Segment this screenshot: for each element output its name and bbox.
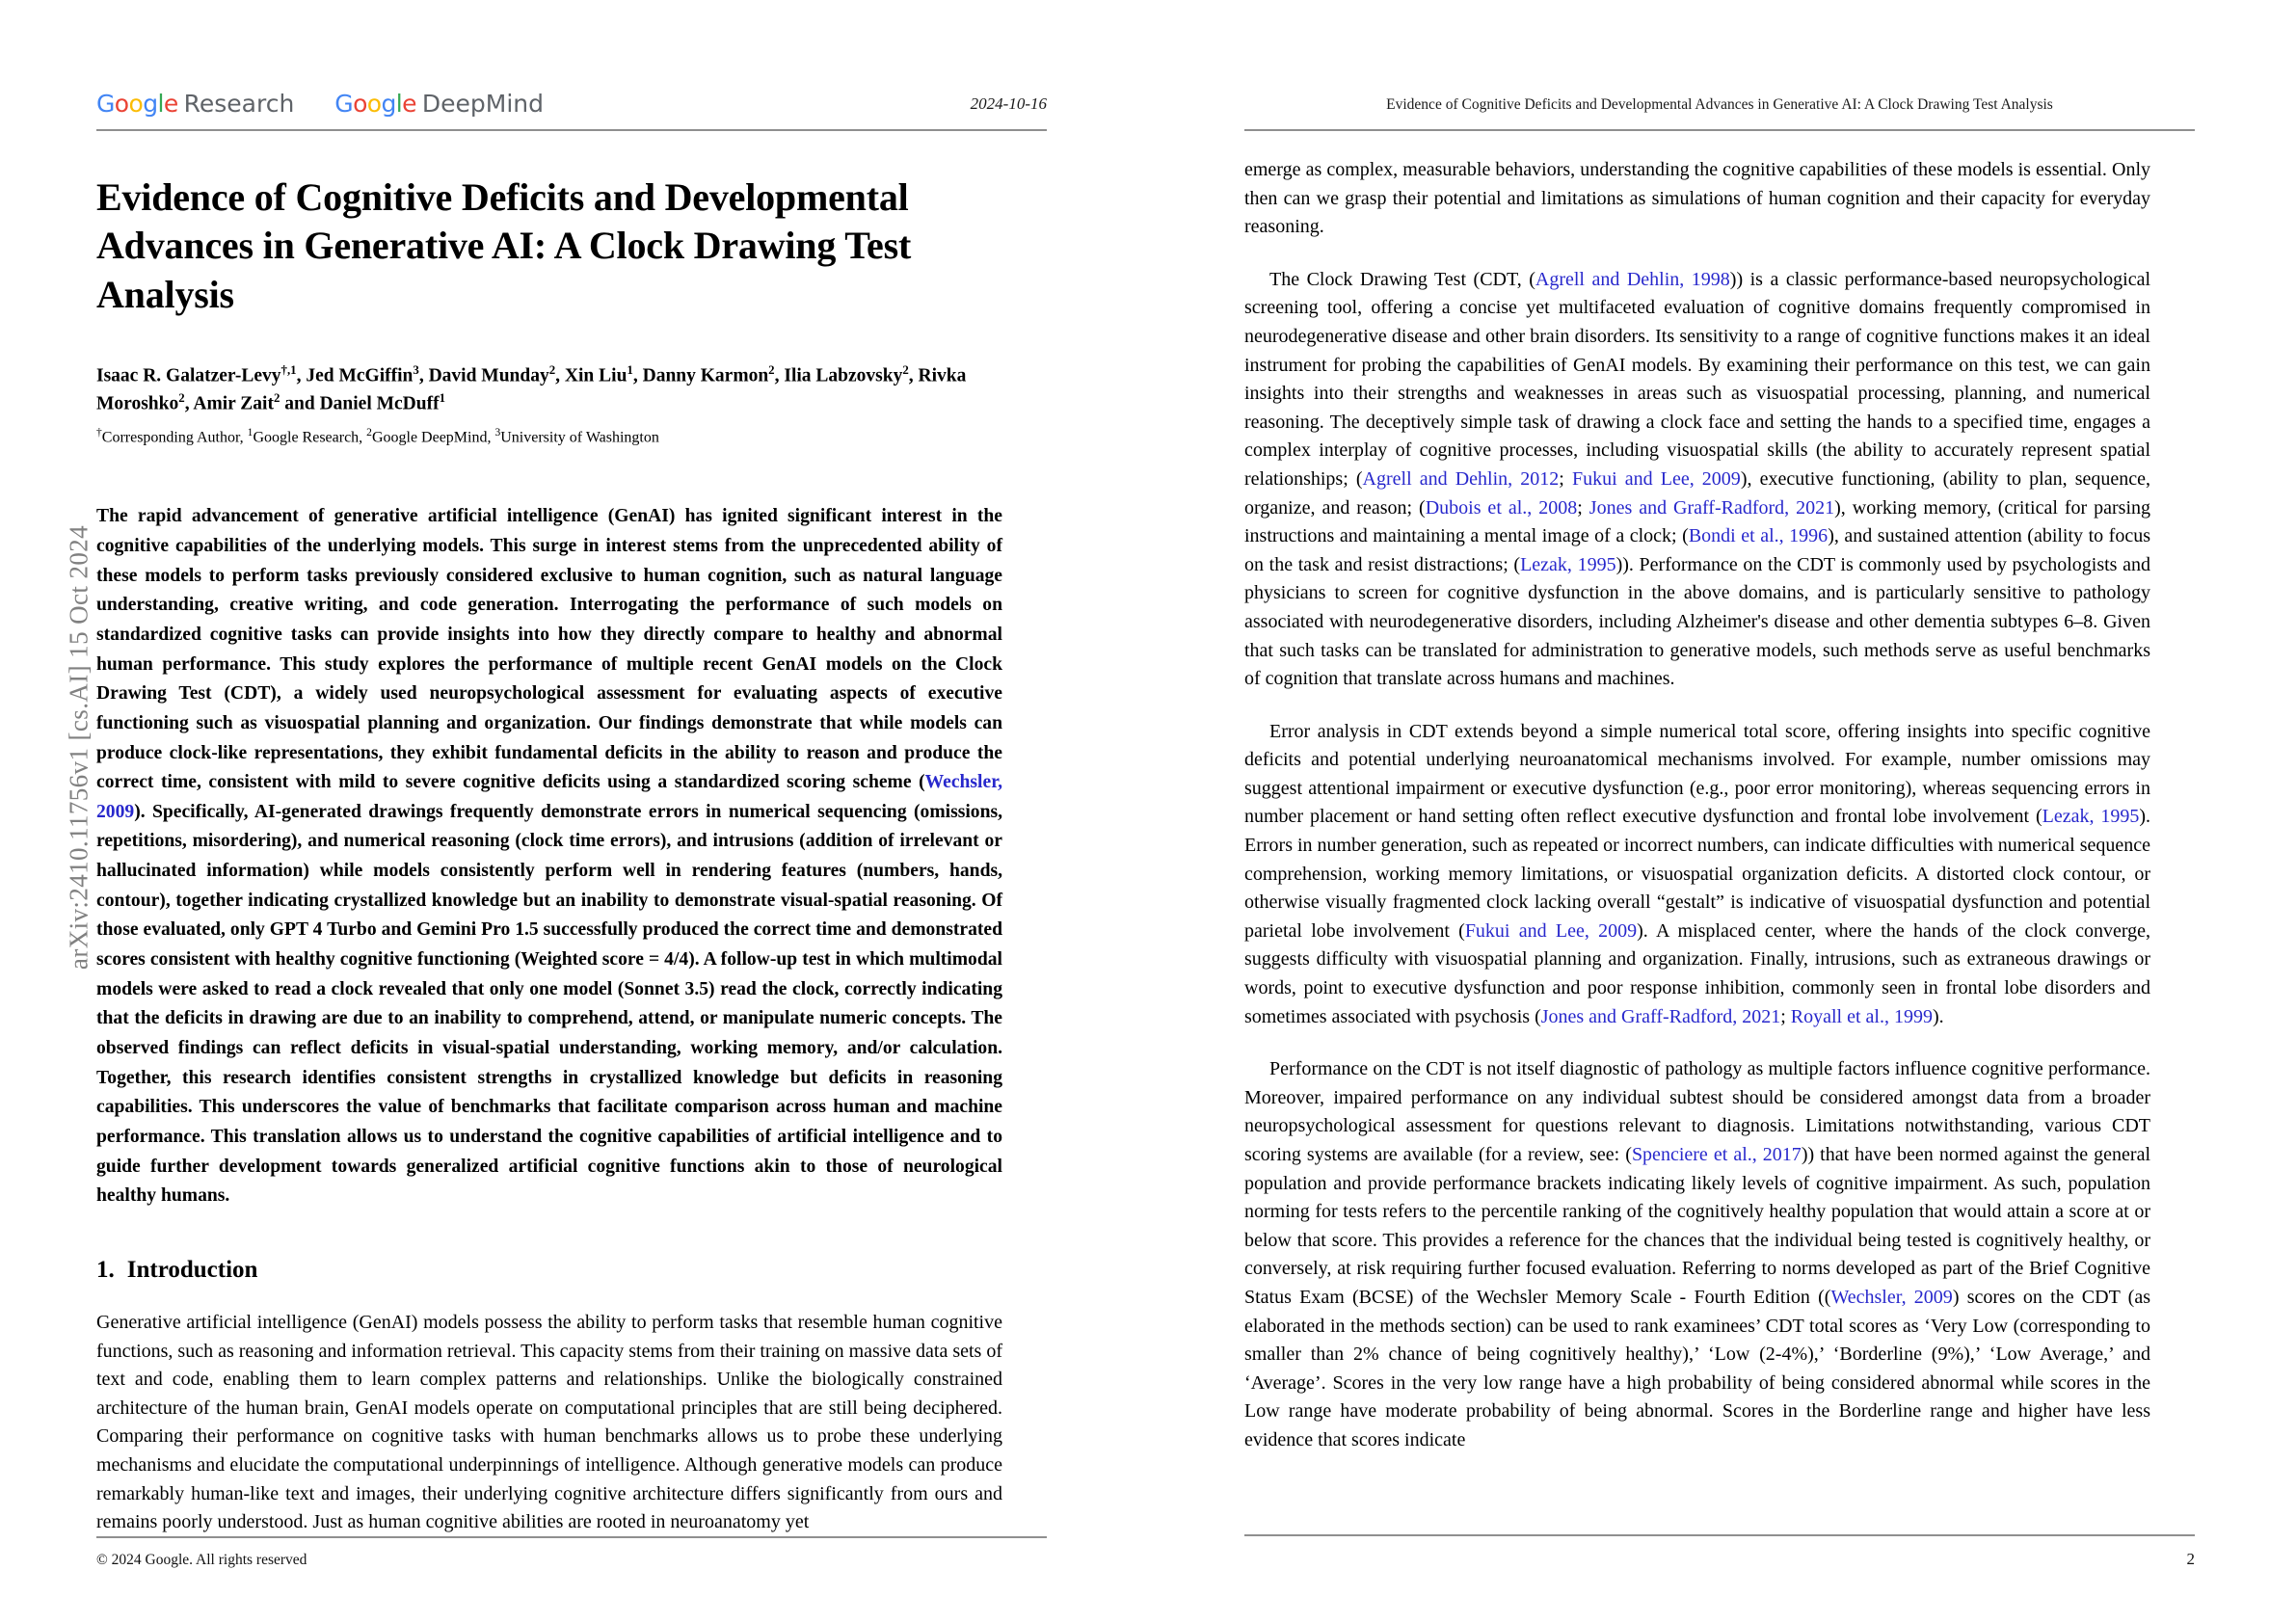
copyright-notice: © 2024 Google. All rights reserved [96, 1552, 307, 1568]
google-wordmark [96, 90, 178, 118]
footer-rule [1244, 1534, 2195, 1536]
google-wordmark [334, 90, 416, 118]
right-column-body [1244, 156, 2195, 1455]
google-letter-e-5: e [163, 90, 178, 118]
google-research-label: Research [183, 90, 295, 118]
google-research-logo [96, 92, 294, 116]
google-letter-g-3: g [143, 90, 158, 118]
google-letter-l-4: l [157, 90, 164, 118]
google-letter-o-1: o [114, 90, 129, 118]
google-letter-g-0: G [96, 90, 115, 118]
logo-group [96, 92, 544, 116]
google-letter-e-5: e [402, 90, 416, 118]
google-letter-o-2: o [128, 90, 144, 118]
affiliations: †Corresponding Author, $^1$Google Research, $^2$Google DeepMind, $^3$University of Washington [96, 426, 659, 445]
google-letter-o-2: o [366, 90, 382, 118]
body-paragraph: Performance on the CDT is not itself diagnostic of pathology as multiple factors influence cognitive performance. Moreover, impaired performance on any individual subtest should be considered amongst data from a broader neuropsychological assessment for questions relevant to diagnosis. Limitations notwithstanding, various CDT scoring systems are available (for a review, see: (Spenciere et al., 2017)) that have been normed against the general population and provide performance brackets indicating likely levels of cognitive impairment. As such, population norming for tests refers to the percentile ranking of the cognitively healthy population that would attain a score at or below that score. This provides a reference for the chances that the individual being tested is cognitively healthy, or conversely, at risk requiring further focused evaluation. Referring to norms developed as part of the Brief Cognitive Status Exam (BCSE) of the Wechsler Memory Scale - Fourth Edition ((Wechsler, 2009) scores on the CDT (as elaborated in the methods section) can be used to rank examinees’ CDT total scores as ‘Very Low (corresponding to smaller than 2% chance of being cognitively healthy),’ ‘Low (2-4%),’ ‘Borderline (9%),’ ‘Low Average,’ and ‘Average’. Scores in the very low range have a high probability of being considered abnormal while scores in the Low range have moderate probability of being abnormal. Scores in the Borderline range and higher have less evidence that scores indicate [1244, 1058, 2151, 1450]
running-header: Evidence of Cognitive Deficits and Developmental Advances in Generative AI: A Clock Drawing Test Analysis [1386, 96, 2053, 113]
page-title: Evidence of Cognitive Deficits and Developmental Advances in Generative AI: A Clock Drawing Test Analysis [96, 175, 912, 316]
footer-text-right [1244, 1550, 2195, 1569]
google-deepmind-label: DeepMind [421, 90, 545, 118]
footer-rule [96, 1536, 1047, 1538]
body-paragraph: emerge as complex, measurable behaviors, understanding the cognitive capabilities of these models is essential. Only then can we grasp their potential and limitations as simulations of human cognition and their capacity for everyday reasoning. [1244, 159, 2150, 238]
google-letter-l-4: l [395, 90, 403, 118]
header-date: 2024-10-16 [970, 94, 1047, 113]
page-header-right [1244, 75, 2195, 129]
page-right [1148, 0, 2296, 1623]
google-deepmind-logo [334, 92, 544, 116]
header-rule [1244, 129, 2195, 131]
body-paragraph: The Clock Drawing Test (CDT, (Agrell and Dehlin, 1998)) is a classic performance-based neuropsychological screening tool, offering a concise yet multifaceted evaluation of cognitive domains frequently compromised in neurodegenerative disease and other brain disorders. Its sensitivity to a range of cognitive functions makes it an ideal instrument for probing the capabilities of GenAI models. By examining their performance on this test, we can gain insights into their strengths and weaknesses in areas such as visuospatial processing, planning, and numerical reasoning. The deceptively simple task of drawing a clock face and setting the hands to a specified time, engages a complex interplay of cognitive processes, including visuospatial skills (the ability to accurately represent spatial relationships; (Agrell and Dehlin, 2012; Fukui and Lee, 2009), executive functioning, (ability to plan, sequence, organize, and reason; (Dubois et al., 2008; Jones and Graff-Radford, 2021), working memory, (critical for parsing instructions and maintaining a mental image of a clock; (Bondi et al., 1996), and sustained attention (ability to focus on the task and resist distractions; (Lezak, 1995)). Performance on the CDT is commonly used by psychologists and physicians to screen for cognitive dysfunction in the above domains, and is particularly sensitive to pathology associated with neurodegenerative disorders, including Alzheimer's disease and other dementia subtypes 6–8. Given that such tasks can be translated for administration to generative models, such methods serve as useful benchmarks of cognition that translate across humans and machines. [1244, 268, 2151, 690]
google-wordmark-letters [334, 90, 416, 118]
header-rule [96, 129, 1047, 131]
section-heading-introduction [96, 1257, 1047, 1284]
google-letter-g-3: g [381, 90, 396, 118]
google-letter-g-0: G [334, 90, 354, 118]
google-letter-o-1: o [353, 90, 367, 118]
arxiv-stamp: arXiv:2410.11756v1 [cs.AI] 15 Oct 2024 [64, 524, 93, 971]
author-list: Isaac R. Galatzer-Levy$^{\dagger,1}$, Jed McGiffin$^3$, David Munday$^2$, Xin Liu$^1$, Danny Karmon$^2$, Ilia Labzovsky$^2$, Rivka Moroshko$^2$, Amir Zait$^2$ and Daniel McDuff$^1$ [96, 363, 967, 414]
page-header-left [96, 75, 1047, 129]
page-footer-left [96, 1536, 1047, 1569]
introduction-paragraph: Generative artificial intelligence (GenAI) models possess the ability to perform tasks that resemble human cognitive functions, such as reasoning and information retrieval. This capacity stems from their training on massive data sets of text and code, enabling them to learn complex patterns and relationships. Unlike the biologically constrained architecture of the human brain, GenAI models operate on computational principles that are still being deciphered. Comparing their performance on cognitive tasks with human benchmarks allows us to probe these underlying mechanisms and elucidate the computational underpinnings of intelligence. Although generative models can produce remarkably human-like text and images, their underlying cognitive architecture differs significantly from ours and remains poorly understood. Just as human cognitive abilities are rooted in neuroanatomy yet [96, 1312, 1002, 1533]
section-title: Introduction [126, 1257, 258, 1284]
section-number: 1. [96, 1257, 115, 1284]
page-number: 2 [2186, 1550, 2195, 1568]
body-paragraph: Error analysis in CDT extends beyond a simple numerical total score, offering insights into specific cognitive deficits and potential underlying neuroanatomical mechanisms involved. For example, number omissions may suggest attentional impairment or executive dysfunction (e.g., poor error monitoring), whereas sequencing errors in number placement or hand setting often reflect executive dysfunction and frontal lobe involvement (Lezak, 1995). Errors in number generation, such as repeated or incorrect numbers, can indicate difficulties with numerical sequence comprehension, working memory limitations, or visuospatial organization deficits. A distorted clock contour, or otherwise visually fragmented clock lacking overall “gestalt” is indicative of visuospatial dysfunction and potential parietal lobe involvement (Fukui and Lee, 2009). A misplaced center, where the hands of the clock converge, suggests difficulty with visuospatial planning and organization. Finally, intrusions, such as extraneous drawings or words, point to executive dysfunction and poor response inhibition, commonly seen in frontal lobe disorders and sometimes associated with psychosis (Jones and Graff-Radford, 2021; Royall et al., 1999). [1244, 720, 2151, 1027]
footer-text-left [96, 1552, 1047, 1569]
abstract: The rapid advancement of generative artificial intelligence (GenAI) has ignited significant interest in the cognitive capabilities of the underlying models. This surge in interest stems from the unprecedented ability of these models to perform tasks previously considered exclusive to human cognition, such as natural language understanding, creative writing, and code generation. Interrogating the performance of such models on standardized cognitive tasks can provide insights into how they directly compare to healthy and abnormal human performance. This study explores the performance of multiple recent GenAI models on the Clock Drawing Test (CDT), a widely used neuropsychological assessment for evaluating aspects of executive functioning such as visuospatial planning and organization. Our findings demonstrate that while models can produce clock-like representations, they exhibit fundamental deficits in the ability to reason and produce the correct time, consistent with mild to severe cognitive deficits using a standardized scoring scheme (Wechsler, 2009). Specifically, AI-generated drawings frequently demonstrate errors in numerical sequencing (omissions, repetitions, misordering), and numerical reasoning (clock time errors), and intrusions (addition of irrelevant or hallucinated information) while models consistently perform well in rendering features (numbers, hands, contour), together indicating crystallized knowledge but an inability to demonstrate visual-spatial reasoning. Of those evaluated, only GPT 4 Turbo and Gemini Pro 1.5 successfully produced the correct time and demonstrated scores consistent with healthy cognitive functioning (Weighted score = 4/4). A follow-up test in which multimodal models were asked to read a clock revealed that only one model (Sonnet 3.5) read the clock, correctly indicating that the deficits in drawing are due to an inability to comprehend, attend, or manipulate numeric concepts. The observed findings can reflect deficits in visual-spatial understanding, working memory, and/or calculation. Together, this research identifies consistent strengths in crystallized knowledge but deficits in reasoning capabilities. This underscores the value of benchmarks that facilitate comparison across human and machine performance. This translation allows us to understand the cognitive capabilities of artificial intelligence and to guide further development towards generalized artificial cognitive functions akin to those of neurological healthy humans. [96, 506, 1002, 1207]
page-footer-right [1244, 1534, 2195, 1569]
google-wordmark-letters [96, 90, 178, 118]
